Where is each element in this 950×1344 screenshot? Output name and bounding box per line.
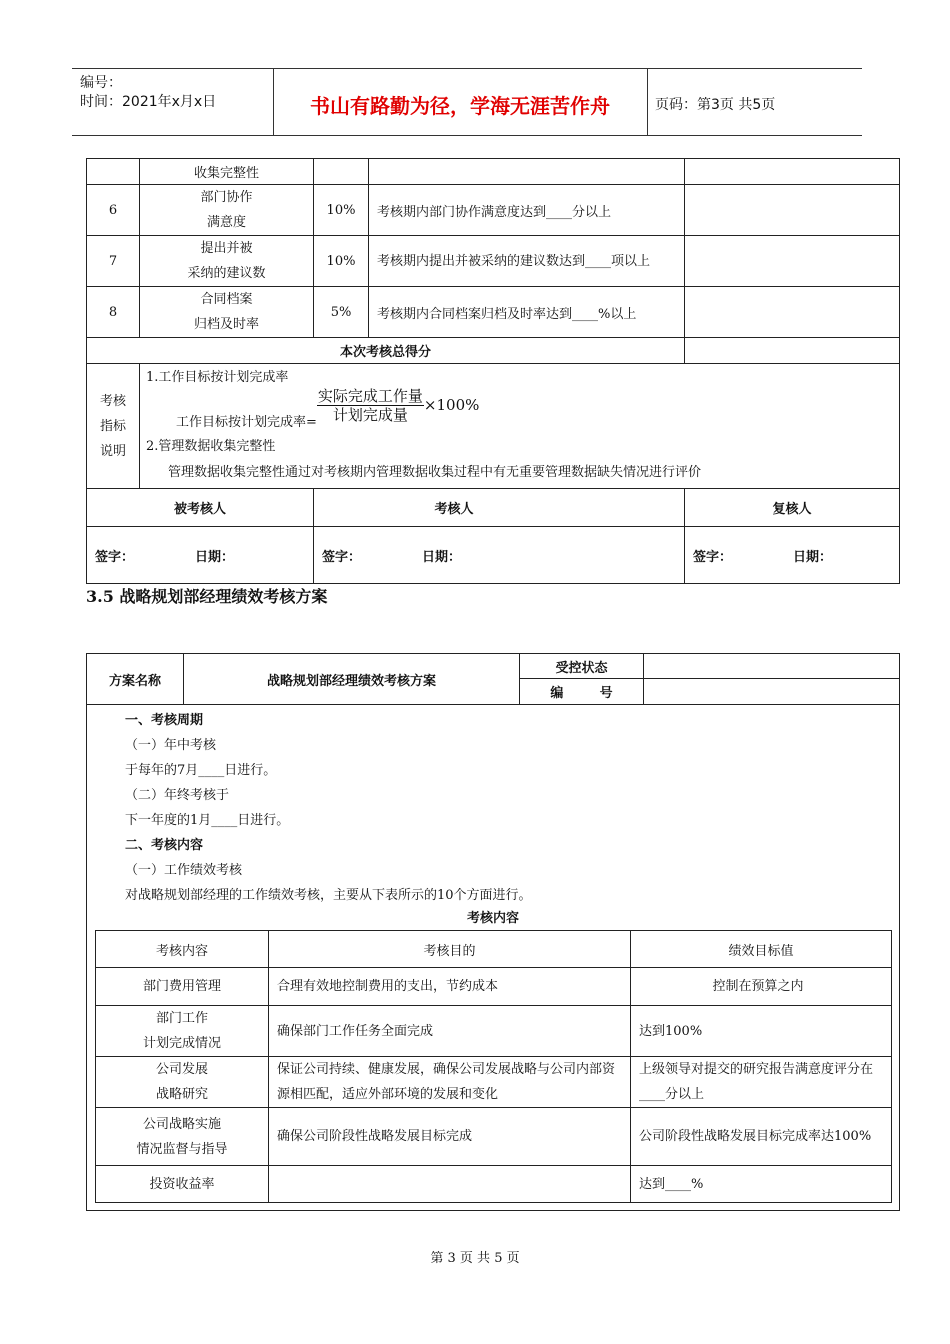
item-cell: 提出并被 采纳的建议数	[140, 236, 314, 287]
note1-title: 1.工作目标按计划完成率	[146, 370, 289, 385]
assessment-table	[86, 158, 900, 584]
purpose-cell: 保证公司持续、健康发展，确保公司发展战略与公司内部资源相匹配，适应外部环境的发展和变化	[269, 1057, 631, 1108]
item-cell: 合同档案 归档及时率	[140, 287, 314, 338]
row-number: 8	[87, 287, 140, 338]
purpose-cell	[269, 1166, 631, 1203]
table-row	[96, 1108, 892, 1166]
sign-row	[87, 527, 900, 584]
note2-text: 管理数据收集完整性通过对考核期内管理数据收集过程中有无重要管理数据缺失情况进行评价	[168, 465, 702, 480]
scheme-number-value	[644, 679, 900, 705]
notes-label: 考核 指标 说明	[87, 364, 140, 489]
scheme-name-value: 战略规划部经理绩效考核方案	[184, 654, 520, 705]
sign-header-row	[87, 489, 900, 527]
table-row	[87, 236, 900, 287]
section-title: 3.5 战略规划部经理绩效考核方案	[86, 587, 328, 606]
note1-formula: 工作目标按计划完成率= $\frac{\text{实际完成工作量}}{\text{计划完成量}}$ ×100%	[176, 386, 480, 430]
content-cell: 投资收益率	[96, 1166, 269, 1203]
header-time: 时间：2021年x月x日	[80, 94, 217, 110]
scheme-line: （一）年中考核	[125, 738, 217, 753]
row-number: 6	[87, 185, 140, 236]
table-row	[96, 1057, 892, 1108]
scheme-line: 下一年度的1月____日进行。	[125, 813, 290, 828]
reviewer-sign: 签字： 日期：	[685, 527, 900, 584]
content-col-header: 考核内容	[96, 931, 269, 968]
scheme-line: 一、考核周期	[125, 713, 204, 728]
item-cell: 收集完整性	[140, 159, 314, 185]
scheme-line: 对战略规划部经理的工作绩效考核，主要从下表所示的10个方面进行。	[125, 888, 532, 903]
header-divider	[647, 68, 648, 135]
header-number-label: 编号：	[80, 75, 122, 91]
assessee-header: 被考核人	[87, 489, 314, 527]
table-row	[87, 338, 900, 364]
assessor-header: 考核人	[314, 489, 685, 527]
content-table	[95, 930, 892, 1203]
target-cell: 达到100%	[631, 1006, 892, 1057]
scheme-name-label: 方案名称	[87, 654, 184, 705]
target-cell: 控制在预算之内	[631, 968, 892, 1006]
content-cell: 公司战略实施 情况监督与指导	[96, 1108, 269, 1166]
table-row	[96, 968, 892, 1006]
content-cell: 公司发展 战略研究	[96, 1057, 269, 1108]
weight-cell: 5%	[314, 287, 369, 338]
table-row	[96, 1166, 892, 1203]
table-row	[87, 185, 900, 236]
content-cell: 部门工作 计划完成情况	[96, 1006, 269, 1057]
table-row	[87, 159, 900, 185]
weight-cell: 10%	[314, 185, 369, 236]
table-row	[96, 1006, 892, 1057]
content-cell: 部门费用管理	[96, 968, 269, 1006]
assessor-sign: 签字： 日期：	[314, 527, 685, 584]
notes-row	[87, 364, 900, 489]
row-number: 7	[87, 236, 140, 287]
target-cell: 达到____%	[631, 1166, 892, 1203]
target-col-header: 绩效目标值	[631, 931, 892, 968]
weight-cell: 10%	[314, 236, 369, 287]
target-cell: 公司阶段性战略发展目标完成率达100%	[631, 1108, 892, 1166]
reviewer-header: 复核人	[685, 489, 900, 527]
purpose-cell: 确保部门工作任务全面完成	[269, 1006, 631, 1057]
note2-title: 2.管理数据收集完整性	[146, 439, 276, 454]
scheme-number-label: 编 号	[520, 679, 644, 705]
purpose-col-header: 考核目的	[269, 931, 631, 968]
inner-table-caption: 考核内容	[466, 911, 519, 926]
item-cell: 部门协作 满意度	[140, 185, 314, 236]
formula-numerator: 实际完成工作量	[317, 386, 423, 405]
page-footer: 第 3 页 共 5 页	[430, 1251, 520, 1266]
header-top-rule	[72, 68, 862, 69]
content-header-row	[96, 931, 892, 968]
notes-content	[140, 364, 900, 489]
table-row	[87, 287, 900, 338]
controlled-status-label: 受控状态	[520, 654, 644, 679]
scheme-line: （二）年终考核于	[125, 788, 230, 803]
scheme-text	[87, 705, 899, 908]
controlled-status-value	[644, 654, 900, 679]
standard-cell: 考核期内合同档案归档及时率达到____%以上	[369, 287, 685, 338]
purpose-cell: 确保公司阶段性战略发展目标完成	[269, 1108, 631, 1166]
header-motto: 书山有路勤为径，学海无涯苦作舟	[310, 94, 610, 118]
header-page-label: 页码：第3页 共5页	[655, 97, 776, 113]
formula-denominator: 计划完成量	[332, 405, 408, 424]
assessee-sign: 签字： 日期：	[87, 527, 314, 584]
scheme-line: （一）工作绩效考核	[125, 863, 243, 878]
standard-cell: 考核期内提出并被采纳的建议数达到____项以上	[369, 236, 685, 287]
scheme-line: 于每年的7月____日进行。	[125, 763, 277, 778]
header-bottom-rule	[72, 135, 862, 136]
standard-cell: 考核期内部门协作满意度达到____分以上	[369, 185, 685, 236]
target-cell: 上级领导对提交的研究报告满意度评分在____分以上	[631, 1057, 892, 1108]
total-score-label: 本次考核总得分	[87, 338, 685, 364]
purpose-cell: 合理有效地控制费用的支出，节约成本	[269, 968, 631, 1006]
scheme-line: 二、考核内容	[125, 838, 204, 853]
scheme-header-row	[87, 654, 900, 679]
